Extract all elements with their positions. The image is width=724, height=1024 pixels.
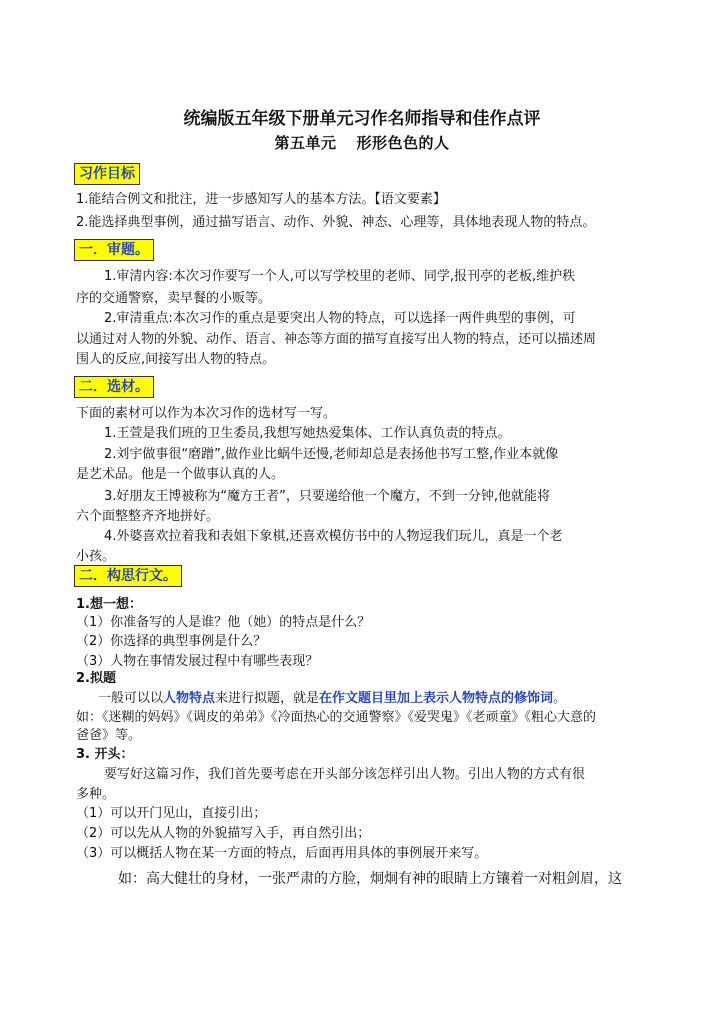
title-text-a: 一般可以以: [98, 691, 164, 706]
goal-item-1: 1.能结合例文和批注，进一步感知写人的基本方法。【语文要素】: [76, 192, 446, 207]
s3-method-1: （1）可以开门见山，直接引出；: [76, 806, 267, 821]
s2-item4-line1: 4.外婆喜欢拉着我和表姐下象棋,还喜欢模仿书中的人物逗我们玩儿，真是一个老: [104, 529, 563, 544]
s2-intro: 下面的素材可以作为本次习作的选材写一写。: [76, 406, 337, 421]
s1-p2-line2: 以通过对人物的外貌、动作、语言、神态等方面的描写直接写出人物的特点，还可以描述周: [76, 332, 597, 347]
section1-heading: 一．审题。: [74, 239, 154, 261]
s3-opening-line1: 要写好这篇习作，我们首先要考虑在开头部分该怎样引出人物。引出人物的方式有很: [104, 767, 586, 782]
title-text-c: 来进行拟题，就是: [215, 691, 320, 706]
s3-title-paragraph: [98, 690, 566, 708]
s3-method-2: （2）可以先从人物的外貌描写入手，再自然引出；: [76, 826, 371, 841]
title-emph-trait: 人物特点: [163, 691, 216, 706]
s2-item1: 1.王萱是我们班的卫生委员,我想写她热爱集体、工作认真负责的特点。: [104, 426, 511, 441]
s2-item4-line2: 小孩。: [76, 549, 116, 564]
s1-p2-line3: 围人的反应,间接写出人物的特点。: [76, 352, 276, 367]
s3-question-1: （1）你准备写的人是谁？他（她）的特点是什么？: [76, 615, 371, 630]
subtitle-unit: 第五单元: [274, 134, 337, 152]
s3-think-heading: 1.想一想：: [76, 597, 142, 612]
s3-question-2: （2）你选择的典型事例是什么？: [76, 634, 267, 649]
s1-p2-line1: 2.审清重点:本次习作的重点是要突出人物的特点，可以选择一两件典型的事例，可: [104, 311, 576, 326]
document-title: 统编版五年级下册单元习作名师指导和佳作点评: [183, 109, 541, 129]
s2-item3-line2: 六个面整整齐齐地拼好。: [76, 509, 220, 524]
s3-title-heading: 2.拟题: [76, 671, 116, 686]
goal-item-2: 2.能选择典型事例，通过描写语言、动作、外貌、神态、心理等，具体地表现人物的特点。: [76, 215, 596, 230]
section2-heading: 二．选材。: [74, 376, 154, 398]
goals-heading: 习作目标: [74, 163, 140, 185]
s3-example-line1: 如：《迷糊的妈妈》《调皮的弟弟》《冷面热心的交通警察》《爱哭鬼》《老顽童》《粗心大意的: [76, 710, 597, 725]
s3-example-line2: 爸爸》等。: [76, 728, 142, 743]
s2-item2-line1: 2.刘宇做事很“磨蹭”,做作业比蜗牛还慢,老师却总是表扬他书写工整,作业本就像: [104, 447, 559, 462]
s2-item3-line1: 3.好朋友王博被称为“魔方王者”，只要递给他一个魔方，不到一分钟,他就能将: [104, 489, 551, 504]
s1-p1-line2: 序的交通警察，卖早餐的小贩等。: [76, 291, 272, 306]
title-emph-modifier: 在作文题目里加上表示人物特点的修饰词: [319, 691, 554, 706]
s2-item2-line2: 是艺术品。他是一个做事认真的人。: [76, 467, 285, 482]
document-subtitle: [0, 132, 724, 153]
s3-final-example: 如：高大健壮的身材，一张严肃的方脸，炯炯有神的眼睛上方镶着一对粗剑眉，这: [118, 871, 622, 887]
s3-opening-heading: 3. 开头：: [76, 747, 134, 762]
title-text-e: 。: [553, 691, 567, 706]
s3-method-3: （3）可以概括人物在某一方面的特点，后面再用具体的事例展开来写。: [76, 846, 488, 861]
s3-opening-line2: 多种。: [76, 787, 116, 802]
section3-heading: 二．构思行文。: [74, 565, 182, 587]
subtitle-topic: 形形色色的人: [356, 134, 450, 152]
s3-question-3: （3）人物在事情发展过程中有哪些表现？: [76, 654, 319, 669]
s1-p1-line1: 1.审清内容:本次习作要写一个人,可以写学校里的老师、同学,报刊亭的老板,维护秩: [104, 269, 576, 284]
